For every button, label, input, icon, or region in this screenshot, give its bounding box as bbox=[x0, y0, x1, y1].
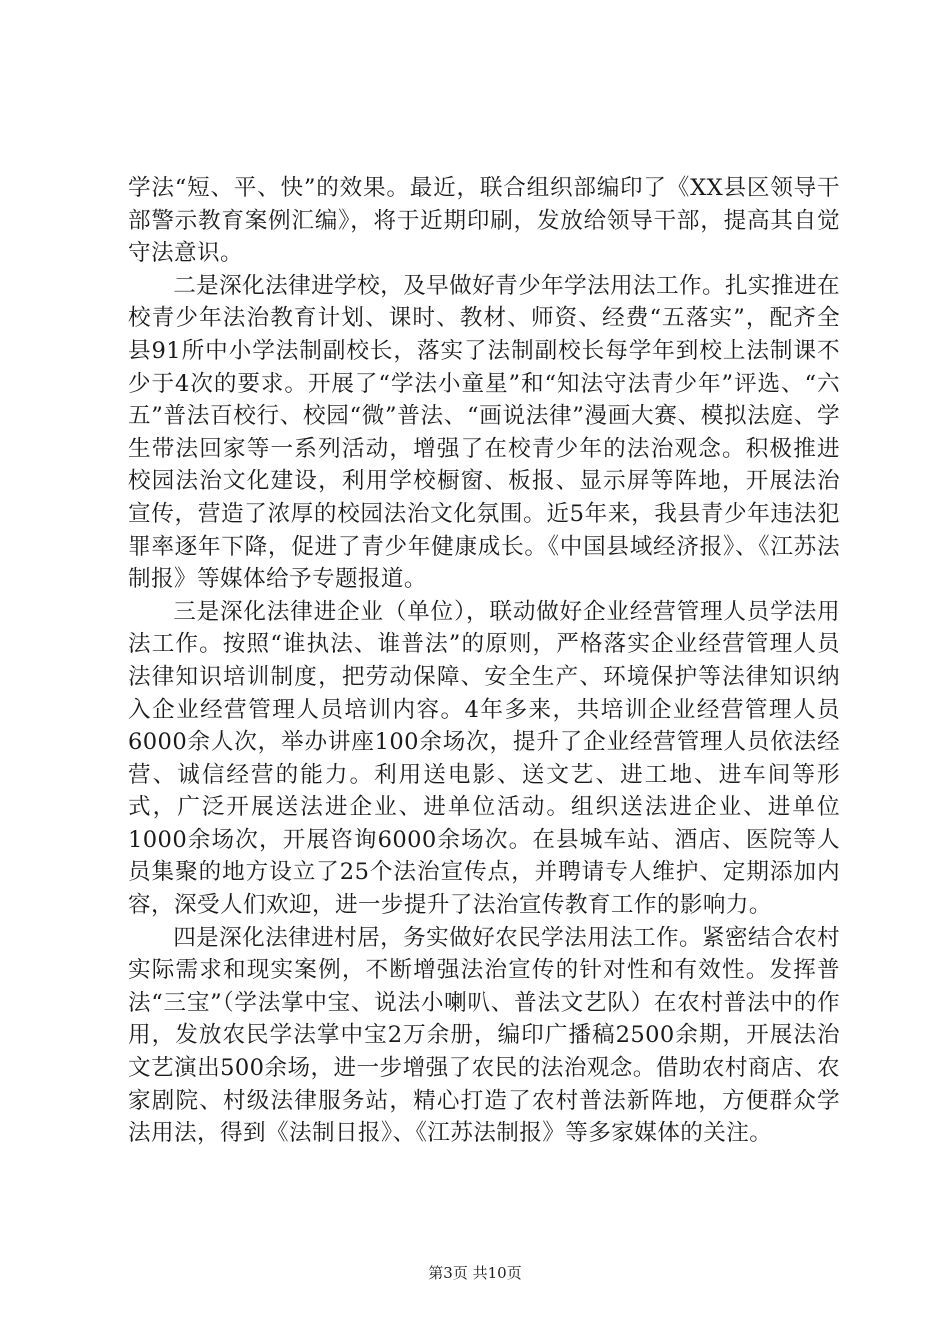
paragraph-enterprises: 三是深化法律进企业（单位），联动做好企业经营管理人员学法用法工作。按照“谁执法、谁普法”的原则，严格落实企业经营管理人员法律知识培训制度，把劳动保障、安全生产、环境保护等法律知识纳入企业经营管理人员培训内容。4年多来，共培训企业经营管理人员6000余人次，举办讲座100余场次，提升了企业经营管理人员依法经营、诚信经营的能力。利用送电影、送文艺、进工地、进车间等形式，广泛开展送法进企业、进单位活动。组织送法进企业、进单位1000余场次，开展咨询6000余场次。在县城车站、酒店、医院等人员集聚的地方设立了25个法治宣传点，并聘请专人维护、定期添加内容，深受人们欢迎，进一步提升了法治宣传教育工作的影响力。 bbox=[128, 598, 840, 919]
document-body bbox=[128, 172, 840, 1150]
paragraph-villages: 四是深化法律进村居，务实做好农民学法用法工作。紧密结合农村实际需求和现实案例，不断增强法治宣传的针对性和有效性。发挥普法“三宝”（学法掌中宝、说法小喇叭、普法文艺队）在农村普法中的作用，发放农民学法掌中宝2万余册，编印广播稿2500余期，开展法治文艺演出500余场，进一步增强了农民的法治观念。借助农村商店、农家剧院、村级法律服务站，精心打造了农村普法新阵地，方便群众学法用法，得到《法制日报》、《江苏法制报》等多家媒体的关注。 bbox=[128, 924, 841, 1147]
page-footer: 第3页 共10页 bbox=[428, 1264, 522, 1282]
paragraph-schools: 二是深化法律进学校，及早做好青少年学法用法工作。扎实推进在校青少年法治教育计划、课时、教材、师资、经费“五落实”，配齐全县91所中小学法制副校长，落实了法制副校长每学年到校上法制课不少于4次的要求。开展了“学法小童星”和“知法守法青少年”评选、“六五”普法百校行、校园“微”普法、“画说法律”漫画大赛、模拟法庭、学生带法回家等一系列活动，增强了在校青少年的法治观念。积极推进校园法治文化建设，利用学校橱窗、板报、显示屏等阵地，开展法治宣传，营造了浓厚的校园法治文化氛围。近5年来，我县青少年违法犯罪率逐年下降，促进了青少年健康成长。《中国县域经济报》、《江苏法制报》等媒体给予专题报道。 bbox=[128, 272, 841, 593]
paragraph-continuation: 学法“短、平、快”的效果。最近，联合组织部编印了《XX县区领导干部警示教育案例汇编》，将于近期印刷，发放给领导干部，提高其自觉守法意识。 bbox=[128, 175, 840, 267]
